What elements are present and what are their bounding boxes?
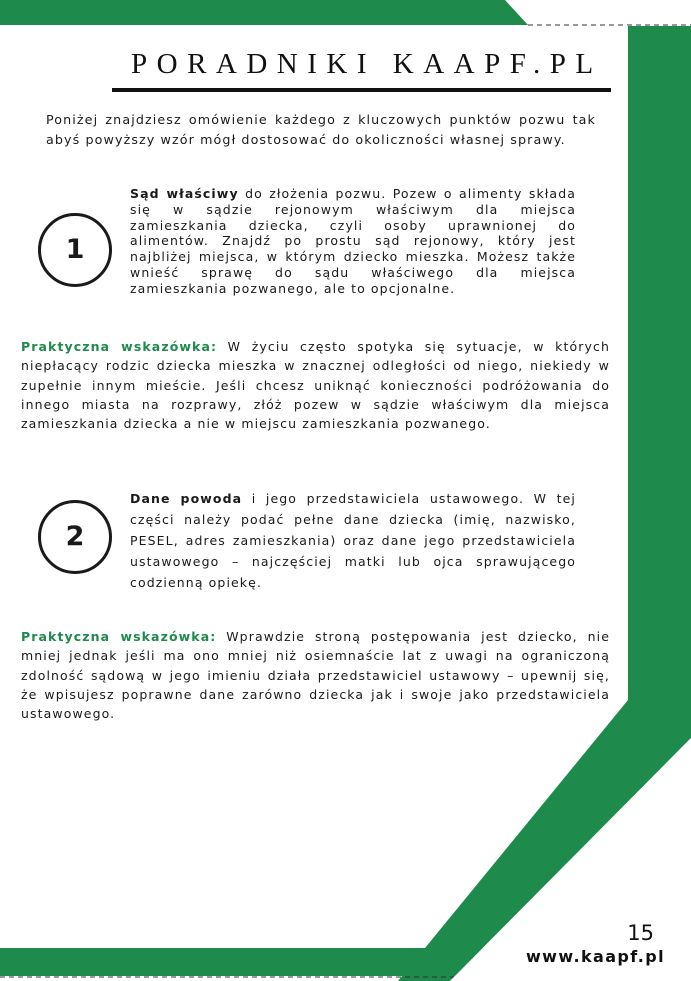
point-lead: Sąd właściwy xyxy=(130,186,239,201)
tip-label: Praktyczna wskazówka: xyxy=(21,339,218,354)
tip-label: Praktyczna wskazówka: xyxy=(21,629,217,644)
point-text: i jego przedstawiciela ustawowego. W tej części należy podać pełne dane dziecka (imię, nazwisko, PESEL, adres zamieszkania) oraz dane jego przedstawiciela ustawowego – najczęściej matki lub ojca sprawującego codzienną opiekę. xyxy=(130,491,576,590)
top-green-band xyxy=(0,0,528,25)
tip-paragraph xyxy=(21,627,610,723)
tip-text: Wprawdzie stroną postępowania jest dziecko, nie mniej jednak jeśli ma ono mniej niż osiemnaście lat z uwagi na ograniczoną zdolność sądową w jego imieniu działa przedstawiciel ustawowy – upewnij się, że wpisujesz poprawne dane zarówno dziecka jak i swoje jako przedstawiciela ustawowego. xyxy=(21,629,610,722)
title-underline xyxy=(112,88,611,92)
point-number-badge: 1 xyxy=(38,213,112,287)
bottom-green-band xyxy=(0,948,532,976)
point-text: do złożenia pozwu. Pozew o alimenty składa się w sądzie rejonowym właściwym dla miejsca zamieszkania dziecka, czyli osoby uprawnionej do alimentów. Znajdź po prostu sąd rejonowy, który jest najbliżej miejsca, w którym dziecko mieszka. Możesz także wnieść sprawę do sądu właściwego dla miejsca zamieszkania pozwanego, ale to opcjonalne. xyxy=(130,186,576,296)
tip-paragraph xyxy=(21,337,610,433)
point-paragraph xyxy=(130,186,576,297)
page-number: 15 xyxy=(627,921,654,945)
point-lead: Dane powoda xyxy=(130,491,243,506)
page-title: PORADNIKI KAAPF.PL xyxy=(131,48,603,80)
tip-text: W życiu często spotyka się sytuacje, w których niepłacący rodzic dziecka mieszka w znacznej odległości od niego, niekiedy w zupełnie innym mieście. Jeśli chcesz uniknąć konieczności podróżowania do innego miasta na rozprawy, złóż pozew w sądzie właściwym dla miejsca zamieszkania dziecka a nie w miejscu zamieszkania pozwanego. xyxy=(21,339,610,432)
point-number-badge: 2 xyxy=(38,500,112,574)
intro-paragraph: Poniżej znajdziesz omówienie każdego z kluczowych punktów pozwu tak abyś powyższy wzór mógł dostosować do okoliczności własnej sprawy. xyxy=(46,112,596,147)
website-link[interactable]: www.kaapf.pl xyxy=(526,947,665,966)
point-paragraph xyxy=(130,488,576,593)
right-green-panel xyxy=(628,26,691,700)
